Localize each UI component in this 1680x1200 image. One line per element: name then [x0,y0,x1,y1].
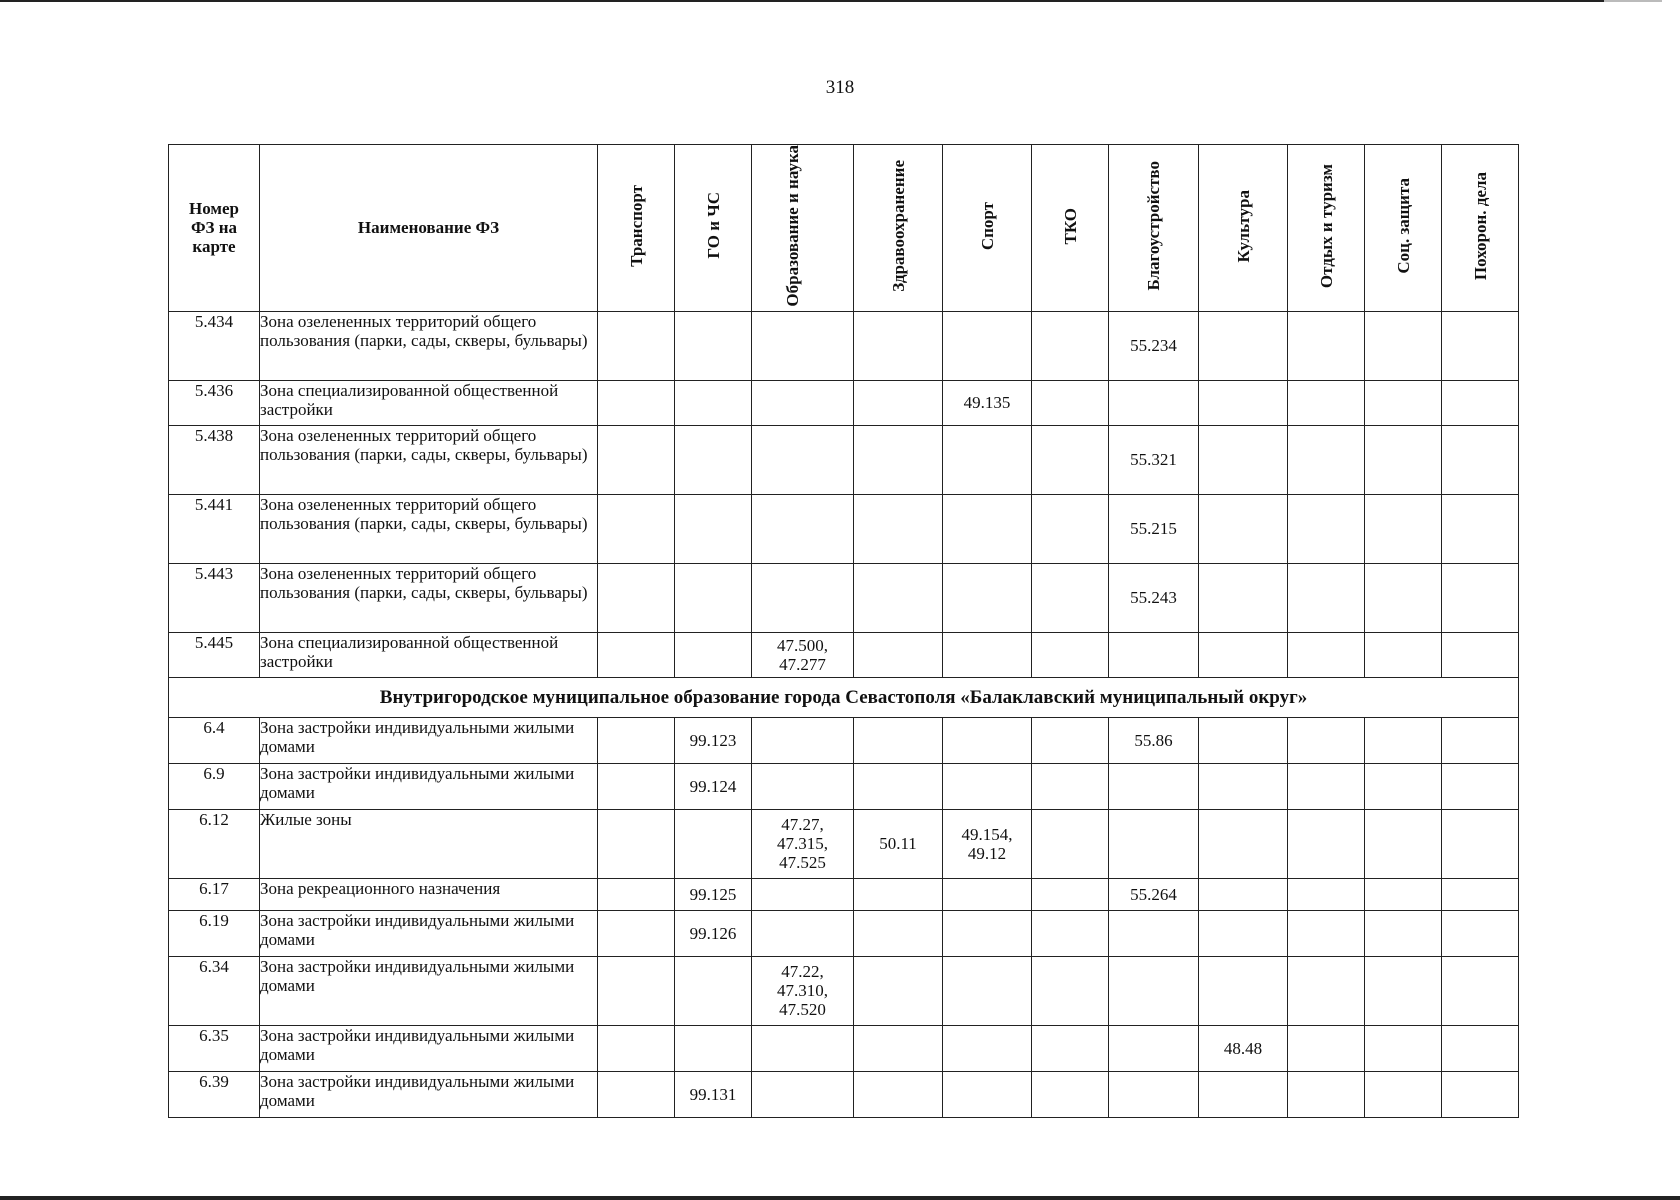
zone-number: 6.4 [169,717,260,763]
cell-value: 55.264 [1109,878,1199,910]
cell-value [1199,878,1288,910]
cell-value: 99.126 [675,910,752,956]
table-row [169,717,1519,763]
cell-value [598,717,675,763]
cell-value: 47.27, 47.315, 47.525 [752,809,854,878]
cell-value [752,1025,854,1071]
zones-table [168,144,1519,1118]
cell-value: 48.48 [1199,1025,1288,1071]
cell-value [943,425,1032,494]
top-border-line-right [1604,0,1662,2]
cell-value [943,311,1032,380]
zone-number: 6.17 [169,878,260,910]
cell-value [1288,380,1365,425]
cell-value [1288,878,1365,910]
zone-number: 5.441 [169,494,260,563]
cell-value [1199,380,1288,425]
zone-number: 5.443 [169,563,260,632]
table-row [169,956,1519,1025]
cell-value [752,763,854,809]
cell-value [675,956,752,1025]
cell-value [752,1071,854,1117]
header-number [169,145,260,312]
cell-value: 99.123 [675,717,752,763]
zone-number: 5.438 [169,425,260,494]
header-transport [598,145,675,312]
table-row [169,809,1519,878]
cell-value: 50.11 [854,809,943,878]
cell-value [1032,809,1109,878]
cell-value [598,809,675,878]
zone-name: Зона озелененных территорий общего пользования (парки, сады, скверы, бульвары) [260,425,598,494]
cell-value [598,425,675,494]
header-improvement [1109,145,1199,312]
cell-value [1365,380,1442,425]
cell-value [598,956,675,1025]
cell-value [1199,763,1288,809]
zone-name: Зона застройки индивидуальными жилыми домами [260,717,598,763]
zone-name: Зона рекреационного назначения [260,878,598,910]
zone-number: 5.436 [169,380,260,425]
cell-value: 99.131 [675,1071,752,1117]
header-social [1365,145,1442,312]
cell-value [854,717,943,763]
zone-name: Зона специализированной общественной застройки [260,632,598,677]
cell-value [1032,494,1109,563]
header-leisure-label: Отдых и туризм [1316,163,1336,288]
cell-value [598,632,675,677]
cell-value [1109,1025,1199,1071]
zone-name: Зона застройки индивидуальными жилыми домами [260,1071,598,1117]
cell-value [1109,956,1199,1025]
section-row [169,677,1519,717]
zone-number: 5.445 [169,632,260,677]
table-body [169,311,1519,1117]
cell-value [752,494,854,563]
cell-value [1199,956,1288,1025]
cell-value [598,380,675,425]
cell-value [1365,632,1442,677]
header-improvement-label: Благоустройство [1144,161,1163,291]
cell-value: 55.86 [1109,717,1199,763]
cell-value [598,563,675,632]
zone-number: 6.19 [169,910,260,956]
cell-value [752,717,854,763]
cell-value [1442,1025,1519,1071]
cell-value [1365,1071,1442,1117]
cell-value [943,910,1032,956]
cell-value: 55.234 [1109,311,1199,380]
cell-value [1199,1071,1288,1117]
table-row [169,494,1519,563]
cell-value [854,380,943,425]
cell-value [1442,311,1519,380]
cell-value [1032,380,1109,425]
header-funeral [1442,145,1519,312]
table-row [169,763,1519,809]
cell-value [854,878,943,910]
cell-value [1032,563,1109,632]
cell-value [1365,563,1442,632]
cell-value: 47.22, 47.310, 47.520 [752,956,854,1025]
header-culture-label: Культура [1233,189,1253,263]
cell-value [854,910,943,956]
cell-value [675,632,752,677]
cell-value: 55.243 [1109,563,1199,632]
zone-name: Жилые зоны [260,809,598,878]
header-education [752,145,854,312]
zone-number: 6.34 [169,956,260,1025]
header-go-chs [675,145,752,312]
table-row [169,380,1519,425]
cell-value [1032,763,1109,809]
cell-value [1109,632,1199,677]
cell-value [1442,1071,1519,1117]
cell-value [1199,494,1288,563]
cell-value: 47.500, 47.277 [752,632,854,677]
header-culture [1199,145,1288,312]
top-border-line [0,0,1640,2]
table-row [169,1025,1519,1071]
table-row [169,878,1519,910]
cell-value [1288,717,1365,763]
header-transport-label: Транспорт [626,184,646,267]
cell-value [598,311,675,380]
zone-name: Зона специализированной общественной застройки [260,380,598,425]
cell-value [1199,425,1288,494]
cell-value [675,494,752,563]
cell-value: 49.154, 49.12 [943,809,1032,878]
zone-number: 6.12 [169,809,260,878]
cell-value [1442,763,1519,809]
cell-value [598,1071,675,1117]
cell-value [1365,425,1442,494]
header-number-label: Номер ФЗ на карте [189,199,239,257]
cell-value [1032,878,1109,910]
cell-value [1032,717,1109,763]
cell-value [943,717,1032,763]
cell-value [598,494,675,563]
cell-value [943,878,1032,910]
cell-value [1288,632,1365,677]
bottom-border-band [0,1196,1680,1200]
cell-value [943,763,1032,809]
cell-value [1199,311,1288,380]
cell-value [598,763,675,809]
cell-value [1109,380,1199,425]
cell-value [1288,1071,1365,1117]
cell-value [943,563,1032,632]
cell-value [1288,311,1365,380]
zone-name: Зона застройки индивидуальными жилыми домами [260,1025,598,1071]
cell-value [854,1025,943,1071]
cell-value [854,763,943,809]
cell-value [943,494,1032,563]
cell-value [1288,809,1365,878]
zone-name: Зона застройки индивидуальными жилыми домами [260,956,598,1025]
cell-value [675,1025,752,1071]
page-number: 318 [825,77,855,98]
zone-number: 5.434 [169,311,260,380]
table-row [169,563,1519,632]
cell-value [943,1025,1032,1071]
cell-value [1109,809,1199,878]
cell-value: 55.215 [1109,494,1199,563]
cell-value [1288,563,1365,632]
cell-value [752,311,854,380]
cell-value [1032,1071,1109,1117]
table-row [169,1071,1519,1117]
cell-value [1109,763,1199,809]
cell-value [598,910,675,956]
cell-value [752,425,854,494]
cell-value: 49.135 [943,380,1032,425]
cell-value [1442,494,1519,563]
cell-value [675,563,752,632]
cell-value: 55.321 [1109,425,1199,494]
cell-value [1442,809,1519,878]
cell-value [1288,763,1365,809]
cell-value [943,1071,1032,1117]
cell-value [1442,956,1519,1025]
cell-value [1199,910,1288,956]
cell-value [1199,717,1288,763]
cell-value [1199,809,1288,878]
zone-name: Зона озелененных территорий общего пользования (парки, сады, скверы, бульвары) [260,311,598,380]
cell-value [1109,1071,1199,1117]
cell-value [854,311,943,380]
table-row [169,632,1519,677]
cell-value [1365,956,1442,1025]
cell-value [1032,632,1109,677]
header-name: Наименование ФЗ [260,145,598,312]
cell-value [1442,425,1519,494]
cell-value [1365,878,1442,910]
cell-value [854,956,943,1025]
zone-number: 6.39 [169,1071,260,1117]
header-go-chs-label: ГО и ЧС [703,192,723,260]
section-title: Внутригородское муниципальное образование города Севастополя «Балаклавский муниципальный округ» [169,677,1519,717]
cell-value [1442,910,1519,956]
cell-value [854,563,943,632]
cell-value [1365,809,1442,878]
cell-value [675,380,752,425]
cell-value [1442,563,1519,632]
cell-value [1288,494,1365,563]
cell-value [1288,1025,1365,1071]
cell-value [752,563,854,632]
cell-value [1288,956,1365,1025]
cell-value [1365,763,1442,809]
table-row [169,910,1519,956]
cell-value [1032,956,1109,1025]
table-row [169,311,1519,380]
cell-value [1288,910,1365,956]
cell-value [1442,717,1519,763]
cell-value [1365,910,1442,956]
zone-number: 6.35 [169,1025,260,1071]
cell-value [1109,910,1199,956]
cell-value [675,311,752,380]
zone-name: Зона озелененных территорий общего пользования (парки, сады, скверы, бульвары) [260,494,598,563]
zone-name: Зона застройки индивидуальными жилыми домами [260,910,598,956]
header-sport [943,145,1032,312]
header-healthcare [854,145,943,312]
header-tko-label: ТКО [1060,207,1080,245]
cell-value [1365,494,1442,563]
cell-value [675,809,752,878]
zone-number: 6.9 [169,763,260,809]
cell-value [598,878,675,910]
cell-value [943,632,1032,677]
cell-value [675,425,752,494]
table-header-row [169,145,1519,312]
header-education-label: Образование и наука [782,145,802,307]
cell-value [1365,311,1442,380]
cell-value [1032,311,1109,380]
cell-value [1199,632,1288,677]
header-tko [1032,145,1109,312]
zone-name: Зона застройки индивидуальными жилыми домами [260,763,598,809]
cell-value [1365,1025,1442,1071]
header-healthcare-label: Здравоохранение [888,159,908,292]
cell-value [854,494,943,563]
cell-value: 99.124 [675,763,752,809]
table-row [169,425,1519,494]
cell-value [1032,1025,1109,1071]
zone-name: Зона озелененных территорий общего пользования (парки, сады, скверы, бульвары) [260,563,598,632]
header-funeral-label: Похорон. дела [1470,171,1490,280]
cell-value [854,425,943,494]
cell-value [943,956,1032,1025]
cell-value [854,632,943,677]
header-leisure [1288,145,1365,312]
cell-value [598,1025,675,1071]
cell-value [752,910,854,956]
cell-value [1288,425,1365,494]
cell-value [1032,425,1109,494]
cell-value [1199,563,1288,632]
header-sport-label: Спорт [977,201,997,250]
cell-value [1442,632,1519,677]
cell-value [1442,878,1519,910]
cell-value [1442,380,1519,425]
cell-value [1032,910,1109,956]
cell-value [752,380,854,425]
header-social-label: Соц. защита [1393,177,1413,274]
cell-value [854,1071,943,1117]
cell-value [1365,717,1442,763]
cell-value: 99.125 [675,878,752,910]
cell-value [752,878,854,910]
